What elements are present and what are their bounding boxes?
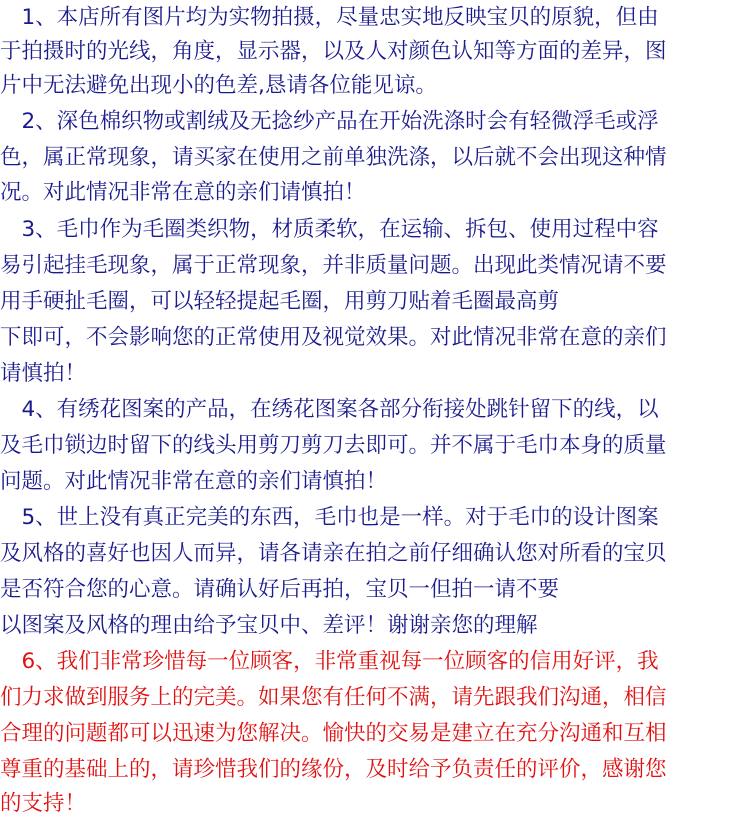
paragraph-4-line-2: 及毛巾锁边时留下的线头用剪刀剪刀去即可。并不属于毛巾本身的质量 bbox=[0, 433, 667, 458]
paragraph-6-line-2: 们力求做到服务上的完美。如果您有任何不满，请先跟我们沟通，相信 bbox=[0, 685, 667, 710]
paragraph-1-line-1: 1、本店所有图片均为实物拍摄，尽量忠实地反映宝贝的原貌，但由 bbox=[0, 5, 659, 30]
paragraph-2-line-1: 2、深色棉织物或割绒及无捻纱产品在开始洗涤时会有轻微浮毛或浮 bbox=[0, 109, 659, 134]
paragraph-5-line-2: 及风格的喜好也因人而异，请各请亲在拍之前仔细确认您对所看的宝贝 bbox=[0, 541, 667, 566]
paragraph-4-line-3: 问题。对此情况非常在意的亲们请慎拍！ bbox=[0, 469, 388, 494]
paragraph-2-line-2: 色，属正常现象，请买家在使用之前单独洗涤，以后就不会出现这种情 bbox=[0, 145, 667, 170]
paragraph-3-line-3: 用手硬扯毛圈，可以轻轻提起毛圈，用剪刀贴着毛圈最高剪 bbox=[0, 289, 560, 314]
paragraph-4-line-1: 4、有绣花图案的产品，在绣花图案各部分衔接处跳针留下的线，以 bbox=[0, 397, 659, 422]
paragraph-6-line-4: 尊重的基础上的，请珍惜我们的缘份，及时给予负责任的评价，感谢您 bbox=[0, 757, 667, 782]
paragraph-2-line-3: 况。对此情况非常在意的亲们请慎拍！ bbox=[0, 180, 366, 205]
paragraph-3-line-2: 易引起挂毛现象，属于正常现象，并非质量问题。出现此类情况请不要 bbox=[0, 253, 667, 278]
paragraph-5-line-3: 是否符合您的心意。请确认好后再拍，宝贝一但拍一请不要 bbox=[0, 577, 560, 602]
paragraph-3-line-5: 请慎拍！ bbox=[0, 361, 87, 386]
paragraph-3-line-1: 3、毛巾作为毛圈类织物，材质柔软，在运输、拆包、使用过程中容 bbox=[0, 217, 659, 242]
paragraph-6-line-5: 的支持！ bbox=[0, 791, 87, 816]
paragraph-5-line-1: 5、世上没有真正完美的东西，毛巾也是一样。对于毛巾的设计图案 bbox=[0, 505, 659, 530]
paragraph-5-line-4: 以图案及风格的理由给予宝贝中、差评！谢谢亲您的理解 bbox=[0, 613, 538, 638]
paragraph-6-line-1: 6、我们非常珍惜每一位顾客，非常重视每一位顾客的信用好评，我 bbox=[0, 649, 659, 674]
paragraph-1-line-2: 于拍摄时的光线，角度，显示器，以及人对颜色认知等方面的差异，图 bbox=[0, 39, 667, 64]
paragraph-6-line-3: 合理的问题都可以迅速为您解决。愉快的交易是建立在充分沟通和互相 bbox=[0, 721, 667, 746]
paragraph-1-line-3: 片中无法避免出现小的色差,恳请各位能见谅。 bbox=[0, 73, 437, 98]
paragraph-3-line-4: 下即可，不会影响您的正常使用及视觉效果。对此情况非常在意的亲们 bbox=[0, 325, 667, 350]
